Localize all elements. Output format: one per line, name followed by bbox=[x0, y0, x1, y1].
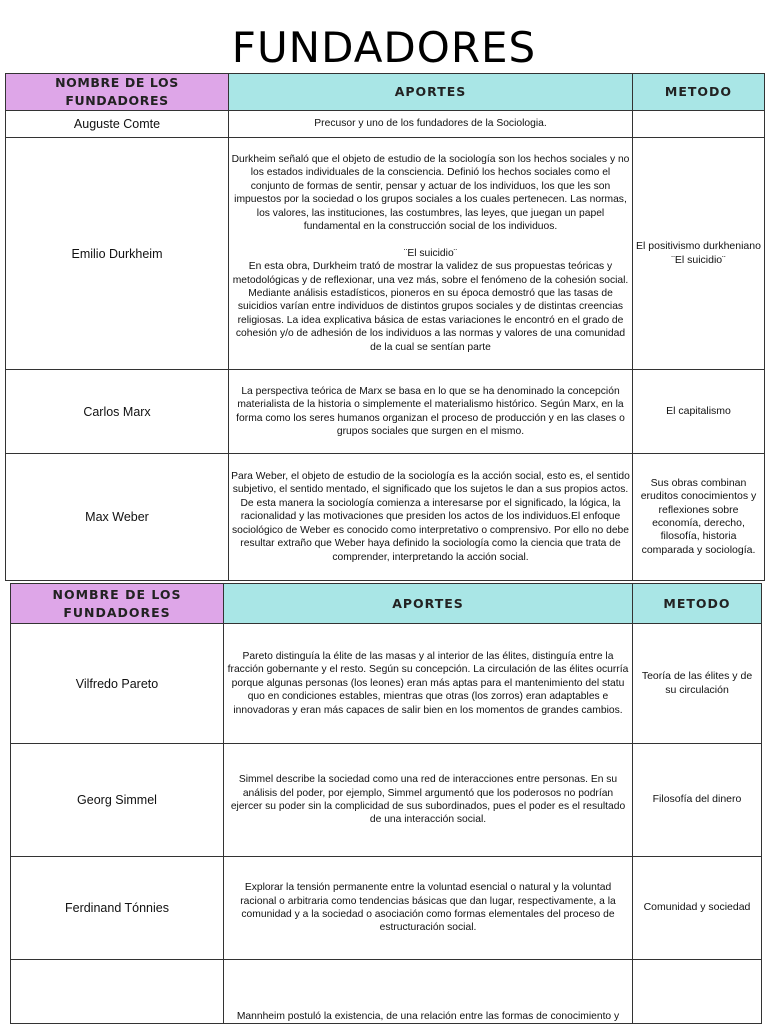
founder-metodo bbox=[633, 111, 765, 138]
founder-metodo: Sus obras combinan eruditos conocimientos y reflexiones sobre economía, derecho, filosofía, historia comparada y sociología. bbox=[633, 454, 765, 581]
table-row bbox=[11, 624, 762, 744]
founder-aporte: Pareto distinguía la élite de las masas y al interior de las élites, distinguía entre la fracción gobernante y el resto. Según su concepción. La circulación de las élites ocurría porque algunas personas (los leones) eran más aptas para el mantenimiento del statu quo en condiciones estables, mientras que otras (los zorros) eran adaptables e innovadoras y eran más capaces de salir bien en los momentos de grandes cambios. bbox=[224, 624, 633, 744]
founder-metodo: El capitalismo bbox=[633, 370, 765, 454]
founder-metodo: Teoría de las élites y de su circulación bbox=[633, 624, 762, 744]
founder-metodo bbox=[633, 960, 762, 1024]
table-row bbox=[11, 960, 762, 1024]
table-header-row bbox=[11, 584, 762, 624]
header-aportes: APORTES bbox=[224, 584, 633, 624]
founder-name: Auguste Comte bbox=[6, 111, 229, 138]
founder-name: Ferdinand Tónnies bbox=[11, 857, 224, 960]
founder-metodo: Filosofía del dinero bbox=[633, 744, 762, 857]
header-metodo: METODO bbox=[633, 74, 765, 111]
founder-aporte: Explorar la tensión permanente entre la voluntad esencial o natural y la voluntad racional o arbitraria como tendencias básicas que dan lugar, respectivamente, a la comunidad y a la sociedad o asociación como formas elementales del proceso de estructuración social. bbox=[224, 857, 633, 960]
header-name: NOMBRE DE LOS FUNDADORES bbox=[11, 584, 224, 624]
founder-name: Vilfredo Pareto bbox=[11, 624, 224, 744]
founder-metodo: Comunidad y sociedad bbox=[633, 857, 762, 960]
table-row bbox=[6, 138, 765, 370]
table-row bbox=[6, 370, 765, 454]
founder-metodo: El positivismo durkheniano ¨El suicidio¨ bbox=[633, 138, 765, 370]
founder-aporte: Simmel describe la sociedad como una red de interacciones entre personas. En su análisis del poder, por ejemplo, Simmel argumentó que los poderosos no podrían ejercer su poder sin la complicidad de sus subordinados, pues el poder es el resultado de una interacción social. bbox=[224, 744, 633, 857]
header-aportes: APORTES bbox=[229, 74, 633, 111]
founder-name: Carlos Marx bbox=[6, 370, 229, 454]
founder-aporte: Durkheim señaló que el objeto de estudio de la sociología son los hechos sociales y no los estados individuales de la consciencia. Definió los hechos sociales como el conjunto de formas de sentir, pensar y actuar de los individuos, los que les son impuestos por la sociedad o los grupos sociales a los cuales pertenecen. Las normas, los valores, las instituciones, las costumbres, las leyes, que juegan un papel fundamental en la construcción social de los individuos. ¨El suicidio¨ En esta obra, Durkheim trató de mostrar la validez de sus propuestas teóricas y metodológicas y de reflexionar, una vez más, sobre el fenómeno de la cohesión social. Mediante análisis estadísticos, pioneros en su época demostró que las tasas de suicidios varían entre individuos de distintos grupos sociales y de distintas creencias religiosas. La idea explicativa básica de estas variaciones le encontró en el grado de cohesión y/o de adhesión de los individuos a las normas y valores de una comunidad de la cual se sentían parte bbox=[229, 138, 633, 370]
header-name: NOMBRE DE LOS FUNDADORES bbox=[6, 74, 229, 111]
founder-aporte: La perspectiva teórica de Marx se basa en lo que se ha denominado la concepción materialista de la historia o simplemente el materialismo histórico. Según Marx, en la forma como los seres humanos organizan el proceso de producción y en las clases o grupos sociales que surgen en el mismo. bbox=[229, 370, 633, 454]
founder-aporte: Mannheim postuló la existencia, de una relación entre las formas de conocimiento y bbox=[224, 960, 633, 1024]
table-row bbox=[11, 744, 762, 857]
founders-table-2 bbox=[10, 583, 762, 1024]
founder-name: Emilio Durkheim bbox=[6, 138, 229, 370]
table-row bbox=[11, 857, 762, 960]
founders-table-1 bbox=[5, 73, 765, 581]
table-row bbox=[6, 454, 765, 581]
header-metodo: METODO bbox=[633, 584, 762, 624]
table-row bbox=[6, 111, 765, 138]
founder-aporte: Para Weber, el objeto de estudio de la sociología es la acción social, esto es, el sentido subjetivo, el sentido mentado, el significado que los sujetos le dan a sus propios actos. De esta manera la sociología comienza a interesarse por el significado, la lógica, la racionalidad y las motivaciones que presiden los actos de los individuos.El enfoque sociológico de Weber es conocido como interpretativo o comprensivo. Por ello no debe resultar extraño que Weber haya definido la sociología como la ciencia que trata de comprender, interpretando la acción social. bbox=[229, 454, 633, 581]
page-title: FUNDADORES bbox=[231, 23, 537, 72]
founder-name: Georg Simmel bbox=[11, 744, 224, 857]
founder-name bbox=[11, 960, 224, 1024]
founder-name: Max Weber bbox=[6, 454, 229, 581]
table-header-row bbox=[6, 74, 765, 111]
founder-aporte: Precusor y uno de los fundadores de la Sociologia. bbox=[229, 111, 633, 138]
